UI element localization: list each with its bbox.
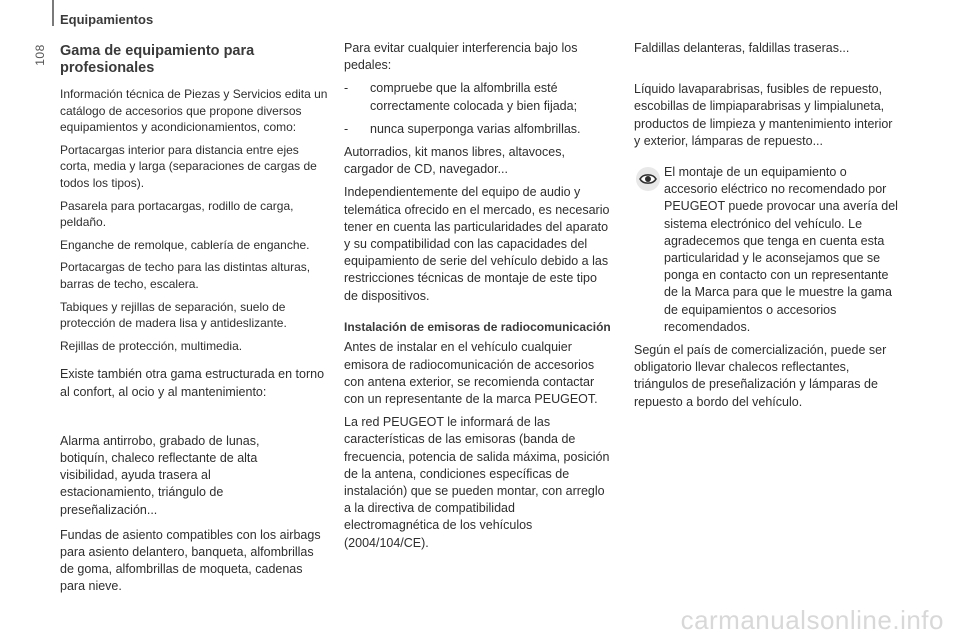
column-3 [634, 40, 902, 417]
paragraph: Fundas de asiento compatibles con los airbags para asiento delantero, banqueta, alfombrillas de goma, alfombrillas de moqueta, cadenas para nieve. [60, 527, 321, 594]
paragraph: Para evitar cualquier interferencia bajo los pedales: [344, 41, 578, 73]
note-paragraph: El montaje de un equipamiento o accesorio eléctrico no recomendado por PEUGEOT puede provocar una avería del sistema electrónico del vehículo. Le agradecemos que tenga en cuenta esta particularidad y le aconsejamos que se ponga en contacto con un representante de la Marca para que le muestre la gama de equipamientos o accesorios recomendados. [664, 165, 898, 334]
paragraph: Enganche de remolque, cablería de enganche. [60, 237, 310, 252]
eye-icon [636, 167, 660, 191]
paragraph: Portacargas de techo para las distintas alturas, barras de techo, escalera. [60, 260, 311, 291]
list-item: - nunca superponga varias alfombrillas. [344, 121, 612, 138]
paragraph: Tabiques y rejillas de separación, suelo de protección de madera lisa y antideslizante. [60, 299, 287, 331]
header-rule [52, 0, 54, 26]
paragraph: Antes de instalar en el vehículo cualquier emisora de radiocomunicación de accesorios con antena exterior, se recomienda contactar con un representante de la marca PEUGEOT. [344, 340, 598, 406]
paragraph: Faldillas delanteras, faldillas traseras... [634, 41, 850, 55]
paragraph: Existe también otra gama estructurada en torno al confort, al ocio y al mantenimiento: [60, 367, 325, 399]
column-1 [60, 40, 330, 602]
paragraph: Pasarela para portacargas, rodillo de carga, peldaño. [60, 198, 294, 230]
section-header: Equipamientos [60, 12, 154, 27]
column-2 [344, 40, 612, 558]
paragraph: Rejillas de protección, multimedia. [60, 338, 243, 353]
list-item: - compruebe que la alfombrilla esté correctamente colocada y bien fijada; [344, 80, 612, 114]
paragraph: Alarma antirrobo, grabado de lunas, botiquín, chaleco reflectante de alta visibilidad, ayuda trasera al estacionamiento, triángulo de preseñalización... [60, 433, 260, 517]
paragraph: Autorradios, kit manos libres, altavoces, cargador de CD, navegador... [344, 145, 565, 177]
paragraph: Portacargas interior para distancia entre ejes corta, media y larga (separaciones de cargas de todos los tipos). [60, 142, 317, 190]
paragraph: Información técnica de Piezas y Servicios edita un catálogo de accesorios que propone diversos equipamientos y acondicionamientos, como: [60, 87, 328, 135]
subsection-title: Instalación de emisoras de radiocomunicación [344, 319, 611, 334]
note-paragraph: Según el país de comercialización, puede ser obligatorio llevar chalecos reflectantes, triángulos de preseñalización y lámparas de repuesto a bordo del vehículo. [634, 343, 887, 409]
paragraph: Independientemente del equipo de audio y telemática ofrecido en el mercado, es necesario tener en cuenta las particularidades del aparato y su compatibilidad con las capacidades del equipamiento de serie del vehículo debido a las restricciones técnicas de montaje de este tipo de dispositivos. [344, 185, 610, 303]
paragraph: Líquido lavaparabrisas, fusibles de repuesto, escobillas de limpiaparabrisas y limpialuneta, productos de limpieza y mantenimiento interior y exterior, lámparas de repuesto... [634, 82, 893, 148]
paragraph: La red PEUGEOT le informará de las características de las emisoras (banda de frecuencia, potencia de salida máxima, posición de la antena, condiciones específicas de instalación) que se pueden montar, con arreglo a la directiva de compatibilidad electromagnética de los vehículos (2004/104/CE). [344, 415, 610, 550]
page-number: 108 [32, 44, 47, 66]
bullet-list [344, 80, 612, 138]
section-title: Gama de equipamiento para profesionales [60, 43, 255, 76]
warning-note [634, 164, 902, 411]
watermark: carmanualsonline.info [680, 605, 944, 635]
